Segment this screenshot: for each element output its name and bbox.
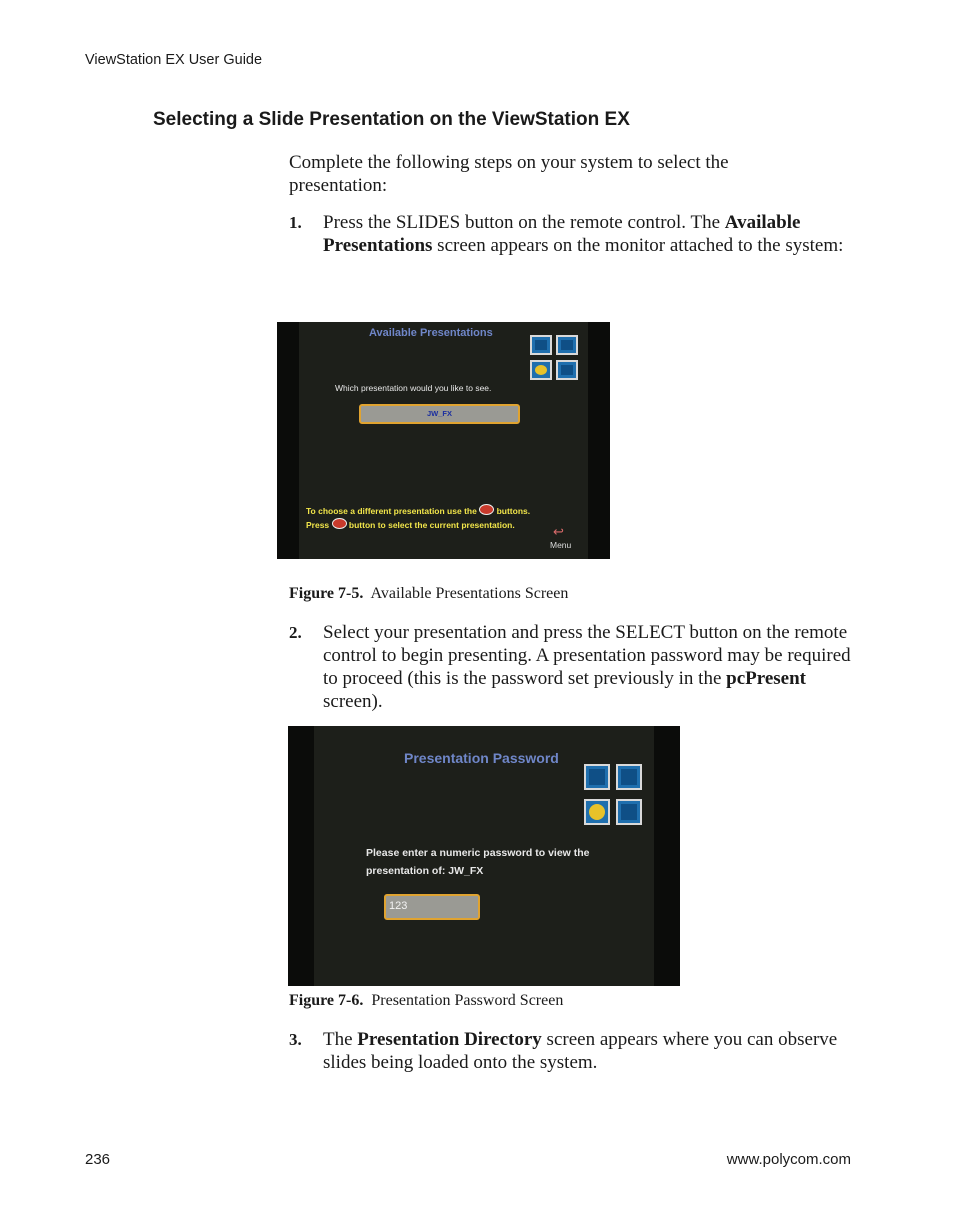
step-number: 2. bbox=[289, 623, 302, 642]
section-heading: Selecting a Slide Presentation on the ViewStation EX bbox=[153, 109, 630, 130]
step-text: Press the SLIDES button on the remote control. The Available Presentations screen appears on the monitor attached to the system: bbox=[323, 212, 844, 256]
page-number: 236 bbox=[85, 1151, 111, 1168]
selected-presentation: JW_FX bbox=[426, 409, 452, 418]
presentation-tile-icon bbox=[530, 335, 552, 355]
intro-paragraph: Complete the following steps on your system to select the presentation: bbox=[289, 152, 729, 196]
available-presentations-screenshot bbox=[277, 322, 610, 559]
step-3 bbox=[289, 1028, 849, 1078]
back-arrow-icon: ↩ bbox=[553, 524, 564, 539]
screen-title: Available Presentations bbox=[369, 327, 493, 339]
password-value: 123 bbox=[389, 900, 408, 912]
password-prompt-line-1: Please enter a numeric password to view the bbox=[366, 847, 590, 859]
figure-7-6-caption: Figure 7-6. Presentation Password Screen bbox=[289, 992, 564, 1009]
figure-7-5-caption: Figure 7-5. Available Presentations Screen bbox=[289, 585, 569, 602]
list-tile-icon bbox=[556, 360, 578, 380]
hint-line-1: To choose a different presentation use the buttons. bbox=[306, 506, 531, 516]
screen-title: Presentation Password bbox=[404, 750, 559, 766]
step-number: 3. bbox=[289, 1030, 302, 1049]
presentation-tile-icon bbox=[584, 764, 610, 790]
navigation-arrows-icon bbox=[479, 504, 494, 515]
password-input[interactable] bbox=[384, 894, 480, 920]
step-1 bbox=[289, 211, 849, 281]
globe-tile-icon bbox=[584, 799, 610, 825]
screen-prompt: Which presentation would you like to see. bbox=[335, 383, 492, 393]
footer-url: www.polycom.com bbox=[726, 1151, 851, 1168]
slide-tile-icon bbox=[556, 335, 578, 355]
step-2 bbox=[289, 621, 849, 716]
step-number: 1. bbox=[289, 213, 302, 232]
step-text: The Presentation Directory screen appears where you can observe slides being loaded onto the system. bbox=[323, 1029, 838, 1073]
menu-label: Menu bbox=[550, 540, 572, 550]
presentation-select-field[interactable] bbox=[359, 404, 520, 424]
running-header: ViewStation EX User Guide bbox=[85, 52, 263, 68]
list-tile-icon bbox=[616, 799, 642, 825]
password-prompt-line-2: presentation of: JW_FX bbox=[366, 865, 484, 877]
globe-tile-icon bbox=[530, 360, 552, 380]
hint-line-2: Press button to select the current presentation. bbox=[306, 520, 515, 530]
select-button-icon bbox=[332, 518, 347, 529]
step-text: Select your presentation and press the SELECT button on the remote control to begin presenting. A presentation password may be required to proceed (this is the password set previously in the pcPresent screen). bbox=[323, 622, 851, 712]
presentation-password-screenshot bbox=[288, 726, 680, 986]
slide-tile-icon bbox=[616, 764, 642, 790]
